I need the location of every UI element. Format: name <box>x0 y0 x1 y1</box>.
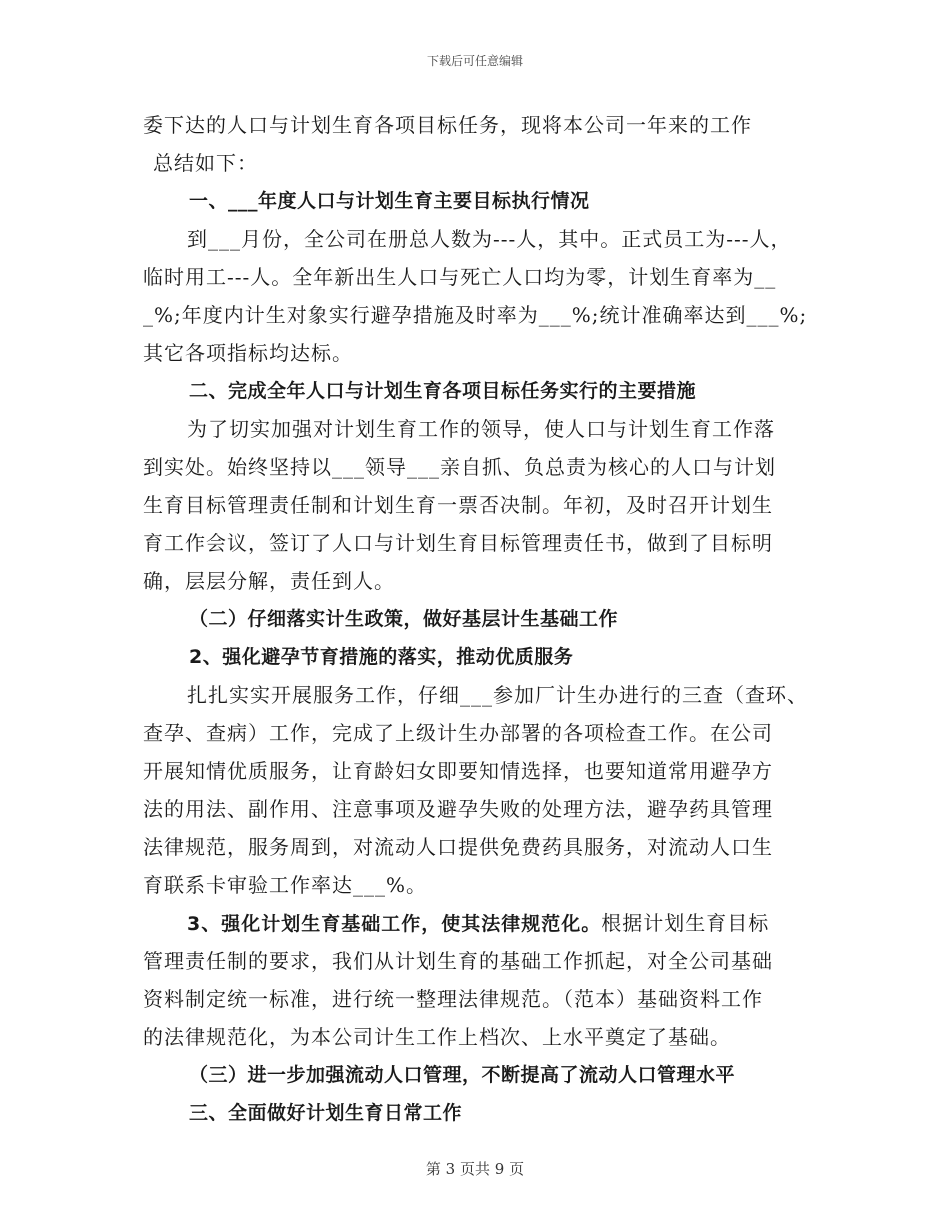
subsection-heading-3: （三）进一步加强流动人口管理，不断提高了流动人口管理水平 <box>189 1064 736 1086</box>
subsection-heading-2-2: 2、强化避孕节育措施的落实，推动优质服务 <box>189 646 574 668</box>
section-heading-2: 二、完成全年人口与计划生育各项目标任务实行的主要措施 <box>189 380 697 402</box>
body-line: 其它各项指标均达标。 <box>143 341 353 365</box>
body-line: 为了切实加强对计划生育工作的领导，使人口与计划生育工作落 <box>187 417 775 441</box>
body-line: 资料制定统一标准，进行统一整理法律规范。（范本）基础资料工作 <box>143 987 763 1011</box>
body-line: 育工作会议，签订了人口与计划生育目标管理责任书，做到了目标明 <box>143 531 773 555</box>
body-line-mixed <box>143 904 808 942</box>
page-footer: 第 3 页共 9 页 <box>425 1160 525 1178</box>
document-body <box>143 106 808 1132</box>
inline-body-text: 根据计划生育目标 <box>601 911 770 935</box>
body-line: 生育目标管理责任制和计划生育一票否决制。年初，及时召开计划生 <box>143 493 773 517</box>
page-header: 下载后可任意编辑 <box>426 54 523 68</box>
inline-bold-heading: 3、强化计划生育基础工作，使其法律规范化。 <box>187 913 602 935</box>
body-line: 到___月份，全公司在册总人数为---人，其中。正式员工为---人， <box>187 227 792 251</box>
body-line: 法律规范，服务周到，对流动人口提供免费药具服务，对流动人口生 <box>143 835 773 859</box>
body-line: 到实处。始终坚持以___领导___亲自抓、负总责为核心的人口与计划 <box>143 455 776 479</box>
body-line: _%;年度内计生对象实行避孕措施及时率为___%;统计准确率达到___%; <box>143 303 808 327</box>
body-line: 的法律规范化，为本公司计生工作上档次、上水平奠定了基础。 <box>143 1025 731 1049</box>
body-line: 育联系卡审验工作率达___%。 <box>143 873 428 897</box>
body-line: 临时用工---人。全年新出生人口与死亡人口均为零，计划生育率为__ <box>143 265 777 289</box>
body-line: 扎扎实实开展服务工作，仔细___参加厂计生办进行的三查（查环、 <box>187 683 808 707</box>
body-line: 法的用法、副作用、注意事项及避孕失败的处理方法，避孕药具管理 <box>143 797 773 821</box>
subsection-heading-2: （二）仔细落实计生政策，做好基层计生基础工作 <box>189 608 619 630</box>
body-line: 开展知情优质服务，让育龄妇女即要知情选择，也要知道常用避孕方 <box>143 759 773 783</box>
body-line: 委下达的人口与计划生育各项目标任务，现将本公司一年来的工作 <box>143 113 752 137</box>
body-line: 确，层层分解，责任到人。 <box>143 569 395 593</box>
body-line: 总结如下： <box>153 151 258 175</box>
body-line: 管理责任制的要求，我们从计划生育的基础工作抓起，对全公司基础 <box>143 949 773 973</box>
section-heading-1: 一、___年度人口与计划生育主要目标执行情况 <box>189 190 590 212</box>
section-heading-3: 三、全面做好计划生育日常工作 <box>189 1102 463 1124</box>
body-line: 查孕、查病）工作，完成了上级计生办部署的各项检查工作。在公司 <box>143 721 773 745</box>
